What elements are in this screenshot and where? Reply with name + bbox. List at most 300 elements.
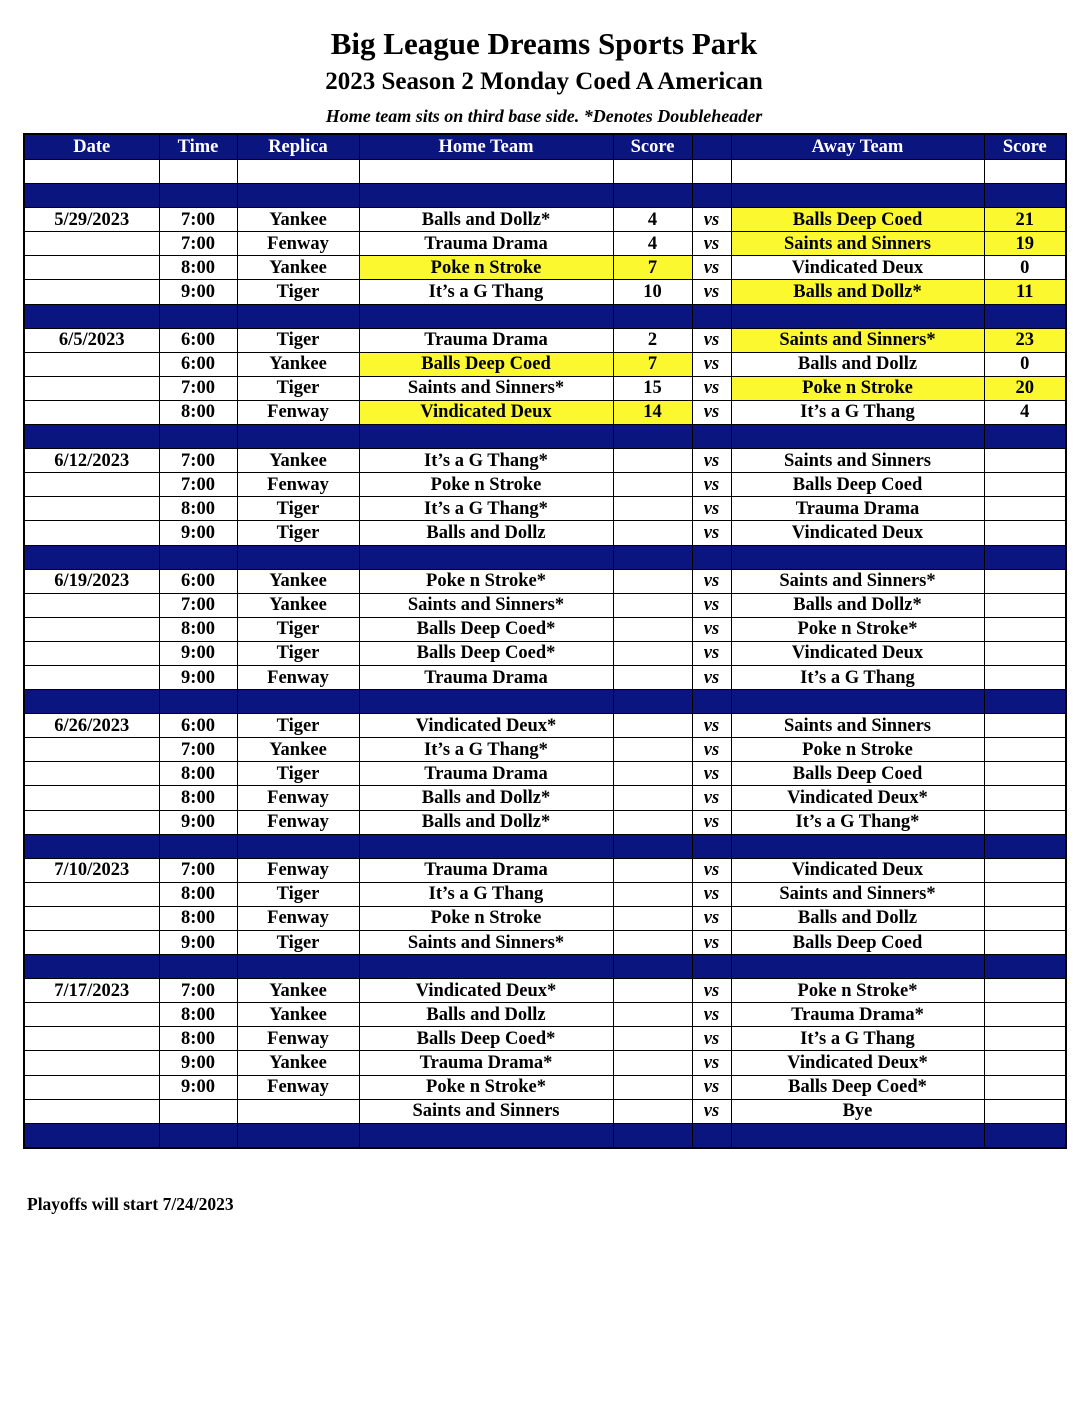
replica-cell: Fenway (237, 400, 359, 424)
away-team-cell: Saints and Sinners* (731, 328, 984, 352)
home-team-cell: Trauma Drama (359, 232, 613, 256)
time-cell: 8:00 (159, 906, 237, 930)
date-cell (24, 400, 159, 424)
time-cell: 6:00 (159, 352, 237, 376)
time-cell (159, 1099, 237, 1123)
away-score-cell (984, 569, 1066, 593)
replica-cell: Yankee (237, 593, 359, 617)
home-team-cell: Poke n Stroke (359, 256, 613, 280)
home-team-cell: It’s a G Thang* (359, 449, 613, 473)
separator-cell (731, 184, 984, 208)
separator-cell (984, 304, 1066, 328)
game-row (24, 858, 1066, 882)
separator-cell (692, 955, 731, 979)
game-row (24, 1003, 1066, 1027)
game-row (24, 593, 1066, 617)
home-score-cell (613, 1099, 692, 1123)
home-score-cell: 4 (613, 208, 692, 232)
replica-cell: Tiger (237, 376, 359, 400)
away-team-cell: Vindicated Deux* (731, 786, 984, 810)
away-team-cell: Trauma Drama (731, 497, 984, 521)
away-team-cell: Balls Deep Coed (731, 931, 984, 955)
replica-cell: Tiger (237, 280, 359, 304)
date-cell: 5/29/2023 (24, 208, 159, 232)
away-score-cell: 11 (984, 280, 1066, 304)
separator-cell (237, 834, 359, 858)
home-score-cell (613, 641, 692, 665)
separator-cell (24, 1123, 159, 1148)
home-score-cell (613, 786, 692, 810)
home-score-cell (613, 1075, 692, 1099)
date-cell (24, 665, 159, 689)
separator-cell (984, 425, 1066, 449)
date-cell (24, 786, 159, 810)
date-cell (24, 593, 159, 617)
separator-cell (24, 425, 159, 449)
home-team-cell: It’s a G Thang* (359, 497, 613, 521)
separator-cell (692, 834, 731, 858)
separator-cell (613, 834, 692, 858)
home-score-cell (613, 714, 692, 738)
home-team-cell: Vindicated Deux (359, 400, 613, 424)
home-score-cell (613, 1003, 692, 1027)
away-team-cell: Poke n Stroke* (731, 617, 984, 641)
separator-cell (24, 304, 159, 328)
separator-cell (731, 545, 984, 569)
replica-cell: Yankee (237, 208, 359, 232)
away-team-cell: It’s a G Thang (731, 665, 984, 689)
playoffs-note: Playoffs will start 7/24/2023 (27, 1194, 234, 1214)
date-cell: 6/26/2023 (24, 714, 159, 738)
time-cell: 9:00 (159, 810, 237, 834)
home-score-cell (613, 882, 692, 906)
away-score-cell (984, 858, 1066, 882)
vs-cell: vs (692, 665, 731, 689)
date-cell: 6/5/2023 (24, 328, 159, 352)
away-team-cell: Bye (731, 1099, 984, 1123)
home-score-cell: 7 (613, 256, 692, 280)
home-score-cell (613, 762, 692, 786)
separator-cell (359, 834, 613, 858)
separator-cell (237, 184, 359, 208)
time-cell: 7:00 (159, 208, 237, 232)
replica-cell: Tiger (237, 931, 359, 955)
date-cell (24, 641, 159, 665)
away-score-cell: 0 (984, 256, 1066, 280)
home-team-cell: Trauma Drama* (359, 1051, 613, 1075)
vs-cell: vs (692, 1075, 731, 1099)
home-score-cell (613, 1027, 692, 1051)
vs-cell: vs (692, 641, 731, 665)
date-cell (24, 762, 159, 786)
vs-cell: vs (692, 931, 731, 955)
game-row (24, 497, 1066, 521)
week-separator-row (24, 184, 1066, 208)
time-cell: 8:00 (159, 256, 237, 280)
home-score-cell (613, 497, 692, 521)
separator-cell (613, 690, 692, 714)
date-cell (24, 1075, 159, 1099)
home-team-cell: Saints and Sinners* (359, 593, 613, 617)
col-home-score-header: Score (613, 134, 692, 160)
game-row (24, 641, 1066, 665)
replica-cell: Tiger (237, 521, 359, 545)
away-team-cell: Saints and Sinners (731, 232, 984, 256)
time-cell: 8:00 (159, 1027, 237, 1051)
replica-cell: Fenway (237, 232, 359, 256)
date-cell: 7/10/2023 (24, 858, 159, 882)
date-cell (24, 376, 159, 400)
week-separator-row (24, 425, 1066, 449)
game-row (24, 882, 1066, 906)
time-cell: 9:00 (159, 1075, 237, 1099)
separator-cell (692, 545, 731, 569)
away-team-cell: Poke n Stroke (731, 376, 984, 400)
home-team-cell: Balls and Dollz* (359, 208, 613, 232)
away-score-cell (984, 931, 1066, 955)
separator-cell (359, 955, 613, 979)
game-row (24, 280, 1066, 304)
game-row (24, 665, 1066, 689)
home-score-cell: 14 (613, 400, 692, 424)
separator-cell (359, 425, 613, 449)
date-cell: 6/19/2023 (24, 569, 159, 593)
separator-cell (24, 955, 159, 979)
home-score-cell (613, 617, 692, 641)
away-team-cell: Vindicated Deux* (731, 1051, 984, 1075)
away-team-cell: Trauma Drama* (731, 1003, 984, 1027)
time-cell: 8:00 (159, 786, 237, 810)
away-score-cell (984, 497, 1066, 521)
game-row (24, 1099, 1066, 1123)
date-cell (24, 738, 159, 762)
doubleheader-note: Home team sits on third base side. *Denotes Doubleheader (325, 106, 763, 126)
game-row (24, 810, 1066, 834)
col-time-header: Time (159, 134, 237, 160)
vs-cell: vs (692, 979, 731, 1003)
date-cell (24, 617, 159, 641)
replica-cell: Yankee (237, 1051, 359, 1075)
time-cell: 7:00 (159, 979, 237, 1003)
week-separator-row (24, 1123, 1066, 1148)
separator-cell (24, 184, 159, 208)
vs-cell: vs (692, 858, 731, 882)
away-team-cell: Balls and Dollz* (731, 593, 984, 617)
away-team-cell: It’s a G Thang (731, 1027, 984, 1051)
time-cell: 7:00 (159, 858, 237, 882)
separator-cell (159, 834, 237, 858)
separator-cell (237, 304, 359, 328)
time-cell: 9:00 (159, 521, 237, 545)
home-score-cell: 4 (613, 232, 692, 256)
separator-cell (613, 1123, 692, 1148)
separator-cell (159, 304, 237, 328)
separator-cell (159, 1123, 237, 1148)
time-cell: 7:00 (159, 232, 237, 256)
time-cell: 7:00 (159, 376, 237, 400)
game-row (24, 400, 1066, 424)
home-team-cell: It’s a G Thang* (359, 738, 613, 762)
home-score-cell: 15 (613, 376, 692, 400)
home-score-cell (613, 593, 692, 617)
home-team-cell: Poke n Stroke (359, 473, 613, 497)
time-cell: 6:00 (159, 714, 237, 738)
home-score-cell (613, 738, 692, 762)
date-cell (24, 497, 159, 521)
away-team-cell: Balls Deep Coed (731, 208, 984, 232)
date-cell (24, 810, 159, 834)
game-row (24, 906, 1066, 930)
away-score-cell: 19 (984, 232, 1066, 256)
home-team-cell: Balls and Dollz (359, 1003, 613, 1027)
separator-cell (692, 184, 731, 208)
away-score-cell: 21 (984, 208, 1066, 232)
replica-cell: Yankee (237, 979, 359, 1003)
home-score-cell (613, 569, 692, 593)
vs-cell: vs (692, 714, 731, 738)
replica-cell: Fenway (237, 1027, 359, 1051)
separator-cell (237, 1123, 359, 1148)
time-cell: 7:00 (159, 473, 237, 497)
vs-cell: vs (692, 256, 731, 280)
vs-cell: vs (692, 906, 731, 930)
away-score-cell (984, 1003, 1066, 1027)
away-team-cell: Vindicated Deux (731, 521, 984, 545)
separator-cell (359, 690, 613, 714)
replica-cell: Fenway (237, 858, 359, 882)
separator-cell (24, 545, 159, 569)
date-cell (24, 232, 159, 256)
vs-cell: vs (692, 1051, 731, 1075)
away-score-cell (984, 449, 1066, 473)
game-row (24, 473, 1066, 497)
replica-cell: Tiger (237, 641, 359, 665)
vs-cell: vs (692, 376, 731, 400)
away-score-cell (984, 1075, 1066, 1099)
date-cell (24, 906, 159, 930)
home-team-cell: Balls Deep Coed (359, 352, 613, 376)
date-cell (24, 1099, 159, 1123)
home-score-cell: 2 (613, 328, 692, 352)
separator-cell (692, 690, 731, 714)
separator-cell (159, 425, 237, 449)
date-cell: 6/12/2023 (24, 449, 159, 473)
vs-cell: vs (692, 208, 731, 232)
col-away-score-header: Score (984, 134, 1066, 160)
vs-cell: vs (692, 882, 731, 906)
separator-cell (692, 425, 731, 449)
replica-cell: Fenway (237, 473, 359, 497)
replica-cell: Tiger (237, 882, 359, 906)
home-team-cell: Saints and Sinners* (359, 376, 613, 400)
vs-cell: vs (692, 400, 731, 424)
away-team-cell: Saints and Sinners (731, 714, 984, 738)
page-subtitle: 2023 Season 2 Monday Coed A American (325, 68, 763, 95)
vs-cell: vs (692, 280, 731, 304)
home-score-cell (613, 979, 692, 1003)
time-cell: 7:00 (159, 738, 237, 762)
game-row (24, 352, 1066, 376)
date-cell (24, 473, 159, 497)
col-away-team-header: Away Team (731, 134, 984, 160)
time-cell: 8:00 (159, 497, 237, 521)
separator-cell (237, 955, 359, 979)
away-score-cell: 23 (984, 328, 1066, 352)
separator-cell (984, 690, 1066, 714)
home-score-cell: 10 (613, 280, 692, 304)
home-score-cell (613, 665, 692, 689)
game-row (24, 1051, 1066, 1075)
replica-cell: Yankee (237, 569, 359, 593)
home-score-cell (613, 521, 692, 545)
vs-cell: vs (692, 786, 731, 810)
game-row (24, 979, 1066, 1003)
away-team-cell: Balls and Dollz (731, 906, 984, 930)
away-team-cell: Balls and Dollz (731, 352, 984, 376)
replica-cell: Fenway (237, 786, 359, 810)
page-title: Big League Dreams Sports Park (330, 26, 758, 61)
separator-cell (984, 955, 1066, 979)
game-row (24, 786, 1066, 810)
blank-cell (159, 160, 237, 184)
time-cell: 8:00 (159, 1003, 237, 1027)
replica-cell: Tiger (237, 617, 359, 641)
away-team-cell: Vindicated Deux (731, 858, 984, 882)
date-cell (24, 1003, 159, 1027)
header-row (24, 134, 1066, 160)
away-score-cell (984, 593, 1066, 617)
week-separator-row (24, 955, 1066, 979)
blank-cell (692, 160, 731, 184)
blank-cell (984, 160, 1066, 184)
away-score-cell (984, 641, 1066, 665)
away-team-cell: Balls and Dollz* (731, 280, 984, 304)
separator-cell (359, 184, 613, 208)
blank-cell (237, 160, 359, 184)
col-vs-header (692, 134, 731, 160)
away-team-cell: Saints and Sinners (731, 449, 984, 473)
vs-cell: vs (692, 617, 731, 641)
replica-cell: Fenway (237, 906, 359, 930)
week-separator-row (24, 690, 1066, 714)
home-team-cell: Balls Deep Coed* (359, 1027, 613, 1051)
separator-cell (359, 545, 613, 569)
replica-cell: Fenway (237, 1075, 359, 1099)
separator-cell (159, 690, 237, 714)
vs-cell: vs (692, 497, 731, 521)
home-team-cell: Saints and Sinners (359, 1099, 613, 1123)
separator-cell (24, 834, 159, 858)
game-row (24, 714, 1066, 738)
away-score-cell (984, 665, 1066, 689)
replica-cell: Tiger (237, 714, 359, 738)
home-team-cell: Balls and Dollz* (359, 786, 613, 810)
time-cell: 9:00 (159, 641, 237, 665)
replica-cell: Yankee (237, 256, 359, 280)
replica-cell: Tiger (237, 762, 359, 786)
vs-cell: vs (692, 328, 731, 352)
week-separator-row (24, 834, 1066, 858)
blank-cell (359, 160, 613, 184)
vs-cell: vs (692, 810, 731, 834)
replica-cell: Tiger (237, 328, 359, 352)
replica-cell: Yankee (237, 738, 359, 762)
separator-cell (731, 834, 984, 858)
schedule-body (24, 160, 1066, 1148)
home-score-cell (613, 906, 692, 930)
separator-cell (237, 690, 359, 714)
away-team-cell: Saints and Sinners* (731, 882, 984, 906)
game-row (24, 256, 1066, 280)
vs-cell: vs (692, 1003, 731, 1027)
separator-cell (984, 184, 1066, 208)
game-row (24, 569, 1066, 593)
time-cell: 6:00 (159, 328, 237, 352)
week-separator-row (24, 545, 1066, 569)
away-team-cell: Poke n Stroke* (731, 979, 984, 1003)
vs-cell: vs (692, 352, 731, 376)
replica-cell: Yankee (237, 352, 359, 376)
home-score-cell: 7 (613, 352, 692, 376)
date-cell (24, 1051, 159, 1075)
home-team-cell: Balls and Dollz (359, 521, 613, 545)
time-cell: 9:00 (159, 1051, 237, 1075)
game-row (24, 521, 1066, 545)
vs-cell: vs (692, 449, 731, 473)
away-score-cell: 4 (984, 400, 1066, 424)
home-team-cell: Balls Deep Coed* (359, 617, 613, 641)
away-score-cell (984, 521, 1066, 545)
game-row (24, 931, 1066, 955)
separator-cell (159, 184, 237, 208)
time-cell: 6:00 (159, 569, 237, 593)
away-score-cell: 0 (984, 352, 1066, 376)
date-cell (24, 521, 159, 545)
home-team-cell: Poke n Stroke* (359, 1075, 613, 1099)
game-row (24, 617, 1066, 641)
separator-cell (613, 304, 692, 328)
home-score-cell (613, 449, 692, 473)
home-score-cell (613, 1051, 692, 1075)
home-team-cell: Poke n Stroke (359, 906, 613, 930)
date-cell (24, 931, 159, 955)
home-team-cell: Saints and Sinners* (359, 931, 613, 955)
home-team-cell: Trauma Drama (359, 328, 613, 352)
game-row (24, 762, 1066, 786)
separator-cell (613, 545, 692, 569)
away-score-cell (984, 810, 1066, 834)
away-score-cell (984, 1051, 1066, 1075)
separator-cell (731, 425, 984, 449)
date-cell (24, 882, 159, 906)
col-replica-header: Replica (237, 134, 359, 160)
replica-cell: Fenway (237, 665, 359, 689)
vs-cell: vs (692, 232, 731, 256)
separator-cell (984, 1123, 1066, 1148)
away-team-cell: Saints and Sinners* (731, 569, 984, 593)
away-team-cell: Balls Deep Coed* (731, 1075, 984, 1099)
away-score-cell (984, 979, 1066, 1003)
home-score-cell (613, 931, 692, 955)
date-cell: 7/17/2023 (24, 979, 159, 1003)
separator-cell (731, 690, 984, 714)
vs-cell: vs (692, 569, 731, 593)
date-cell (24, 1027, 159, 1051)
home-team-cell: Trauma Drama (359, 762, 613, 786)
away-score-cell (984, 714, 1066, 738)
away-score-cell (984, 1027, 1066, 1051)
game-row (24, 738, 1066, 762)
